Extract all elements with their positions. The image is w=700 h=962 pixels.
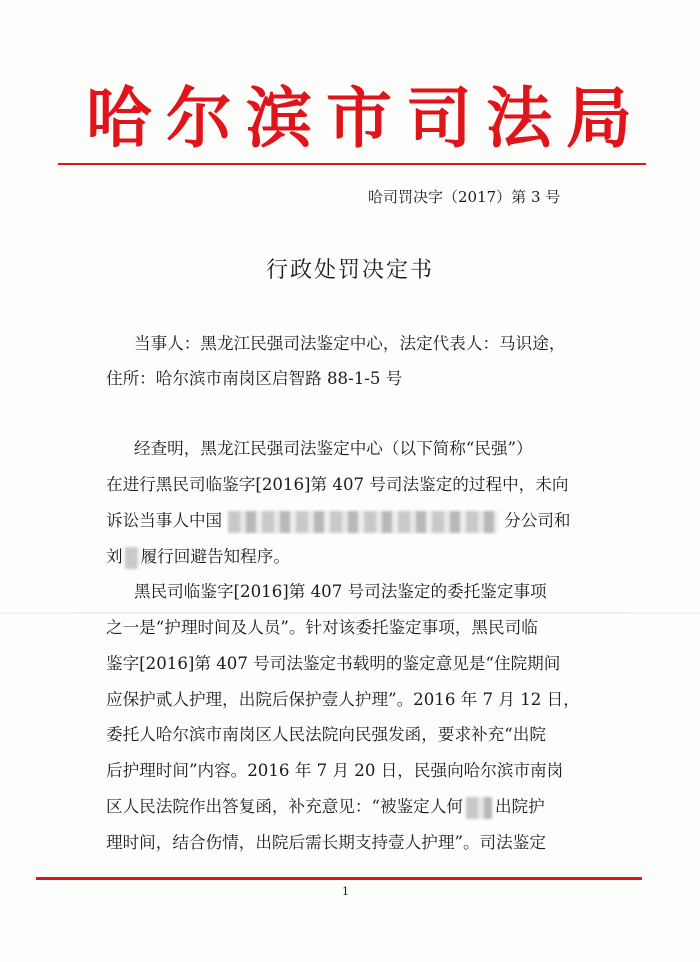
redacted-company-name bbox=[228, 511, 498, 533]
body-line: 鉴字[2016]第 407 号司法鉴定书载明的鉴定意见是“住院期间 bbox=[106, 654, 561, 673]
footer-red-rule bbox=[36, 877, 642, 880]
body-line: 理时间，结合伤情，出院后需长期支持壹人护理”。司法鉴定 bbox=[106, 833, 546, 852]
body-text: 出院护 bbox=[494, 797, 545, 816]
body-line: 后护理时间”内容。2016 年 7 月 20 日，民强向哈尔滨市南岗 bbox=[106, 761, 564, 780]
body-line: 委托人哈尔滨市南岗区人民法院向民强发函，要求补充“出院 bbox=[106, 725, 546, 744]
redacted-person-name bbox=[125, 547, 139, 569]
header-red-rule bbox=[58, 163, 646, 165]
body-line bbox=[106, 545, 290, 569]
body-text: 诉讼当事人中国 bbox=[106, 511, 223, 530]
redacted-person-name bbox=[466, 797, 492, 819]
body-line: 经查明，黑龙江民强司法鉴定中心（以下简称“民强”） bbox=[134, 439, 533, 458]
party-line-2: 住所：哈尔滨市南岗区启智路 88-1-5 号 bbox=[106, 369, 403, 388]
body-text: 分公司和 bbox=[504, 511, 571, 530]
issuing-authority-header: 哈尔滨市司法局 bbox=[86, 79, 646, 157]
body-text: 履行回避告知程序。 bbox=[140, 547, 290, 566]
body-line bbox=[106, 795, 545, 819]
body-line bbox=[106, 509, 571, 533]
document-number: 哈司罚决字（2017）第 3 号 bbox=[368, 188, 561, 206]
body-line: 在进行黑民司临鉴字[2016]第 407 号司法鉴定的过程中，未向 bbox=[106, 475, 569, 494]
body-line: 之一是“护理时间及人员”。针对该委托鉴定事项，黑民司临 bbox=[106, 618, 538, 637]
body-line: 应保护贰人护理，出院后保护壹人护理”。2016 年 7 月 12 日， bbox=[106, 690, 580, 709]
document-title: 行政处罚决定书 bbox=[265, 258, 434, 283]
body-text: 区人民法院作出答复函，补充意见：“被鉴定人何 bbox=[106, 797, 463, 816]
body-line: 黑民司临鉴字[2016]第 407 号司法鉴定的委托鉴定事项 bbox=[134, 582, 547, 601]
page-number: 1 bbox=[342, 885, 349, 898]
paper-fold-shadow bbox=[0, 612, 700, 614]
body-text: 刘 bbox=[106, 547, 123, 566]
party-line-1: 当事人：黑龙江民强司法鉴定中心，法定代表人：马识途， bbox=[134, 334, 566, 353]
